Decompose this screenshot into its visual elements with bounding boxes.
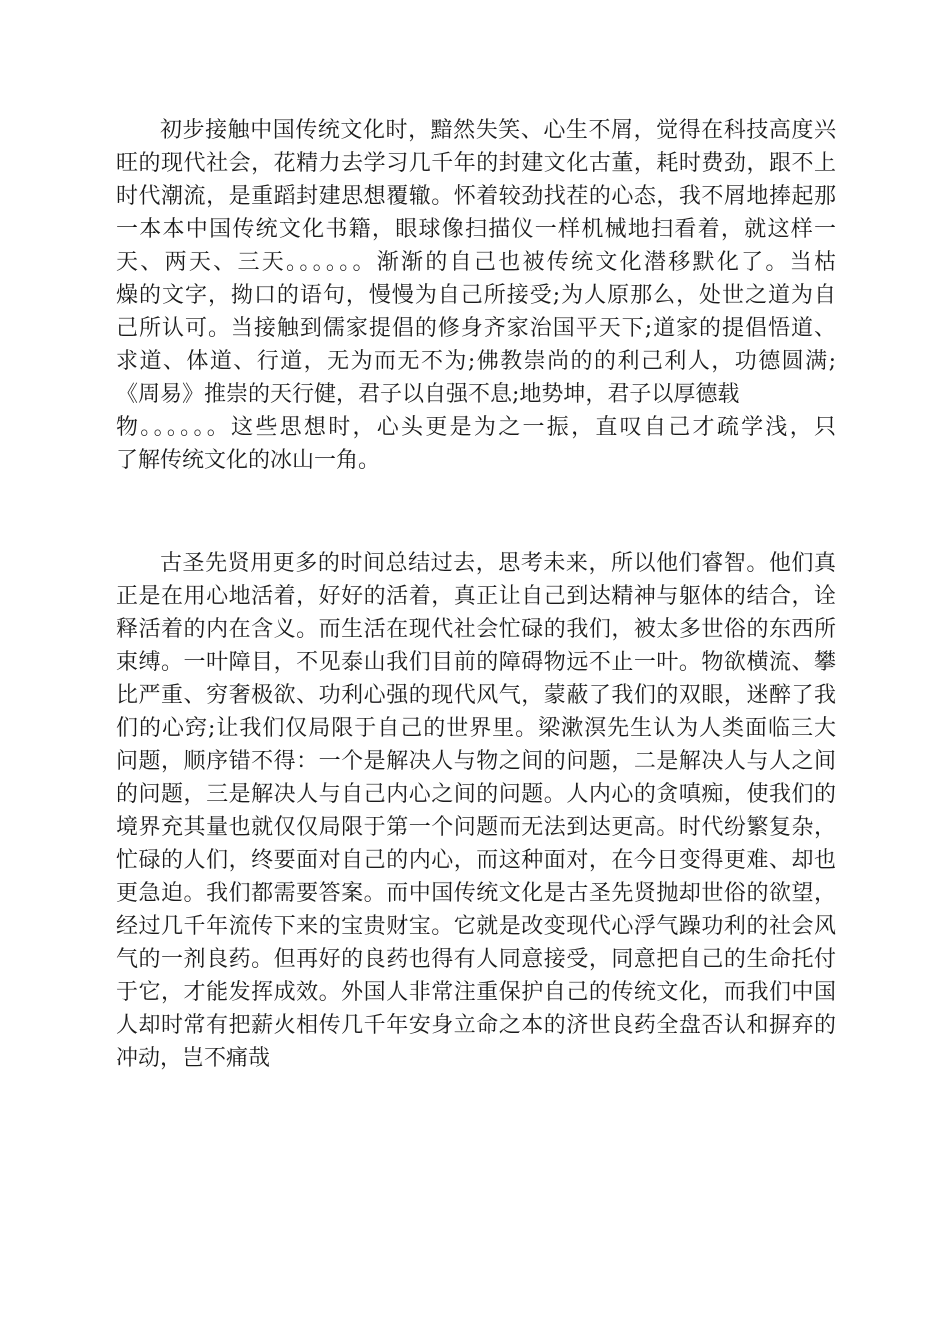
text-line: 境界充其量也就仅仅局限于第一个问题而无法到达更高。时代纷繁复杂， [116, 815, 836, 840]
text-line: 冲动，岂不痛哉 [116, 1046, 271, 1071]
text-line: 于它，才能发挥成效。外国人非常注重保护自己的传统文化，而我们中国 [116, 980, 836, 1005]
text-line: 时代潮流，是重蹈封建思想覆辙。怀着较劲找茬的心态，我不屑地捧起那 [116, 184, 836, 209]
paragraph-2 [116, 547, 836, 1075]
text-line: 气的一剂良药。但再好的良药也得有人同意接受，同意把自己的生命托付 [116, 947, 836, 972]
text-line: 古圣先贤用更多的时间总结过去，思考未来，所以他们睿智。他们真 [160, 551, 836, 576]
text-line: 一本本中国传统文化书籍，眼球像扫描仪一样机械地扫看着，就这样一 [116, 217, 836, 242]
text-line: 经过几千年流传下来的宝贵财宝。它就是改变现代心浮气躁功利的社会风 [116, 914, 836, 939]
text-line: 旺的现代社会，花精力去学习几千年的封建文化古董，耗时费劲，跟不上 [116, 151, 836, 176]
text-line: 人却时常有把薪火相传几千年安身立命之本的济世良药全盘否认和摒弃的 [116, 1013, 836, 1038]
text-line: 正是在用心地活着，好好的活着，真正让自己到达精神与躯体的结合，诠 [116, 584, 836, 609]
text-line: 物。。。。。。这些思想时，心头更是为之一振，直叹自己才疏学浅，只 [116, 415, 836, 440]
text-line: 释活着的内在含义。而生活在现代社会忙碌的我们，被太多世俗的东西所 [116, 617, 836, 642]
text-line: 忙碌的人们，终要面对自己的内心，而这种面对，在今日变得更难、却也 [116, 848, 836, 873]
text-line: 更急迫。我们都需要答案。而中国传统文化是古圣先贤抛却世俗的欲望， [116, 881, 836, 906]
paragraph-1 [116, 114, 836, 477]
text-line: 的问题，三是解决人与自己内心之间的问题。人内心的贪嗔痴，使我们的 [116, 782, 836, 807]
text-line: 天、两天、三天。。。。。。渐渐的自己也被传统文化潜移默化了。当枯 [116, 250, 836, 275]
text-line: 《周易》推崇的天行健，君子以自强不息;地势坤，君子以厚德载 [116, 382, 740, 407]
text-line: 初步接触中国传统文化时，黯然失笑、心生不屑，觉得在科技高度兴 [160, 118, 836, 143]
text-line: 比严重、穷奢极欲、功利心强的现代风气，蒙蔽了我们的双眼，迷醉了我 [116, 683, 836, 708]
text-line: 们的心窍;让我们仅局限于自己的世界里。梁漱溟先生认为人类面临三大 [116, 716, 836, 741]
text-line: 了解传统文化的冰山一角。 [116, 448, 381, 473]
text-line: 己所认可。当接触到儒家提倡的修身齐家治国平天下;道家的提倡悟道、 [116, 316, 836, 341]
text-line: 束缚。一叶障目，不见泰山我们目前的障碍物远不止一叶。物欲横流、攀 [116, 650, 836, 675]
text-line: 问题，顺序错不得：一个是解决人与物之间的问题，二是解决人与人之间 [116, 749, 836, 774]
text-line: 燥的文字，拗口的语句，慢慢为自己所接受;为人原那么，处世之道为自 [116, 283, 836, 308]
text-line: 求道、体道、行道，无为而无不为;佛教崇尚的的利己利人，功德圆满; [116, 349, 836, 374]
